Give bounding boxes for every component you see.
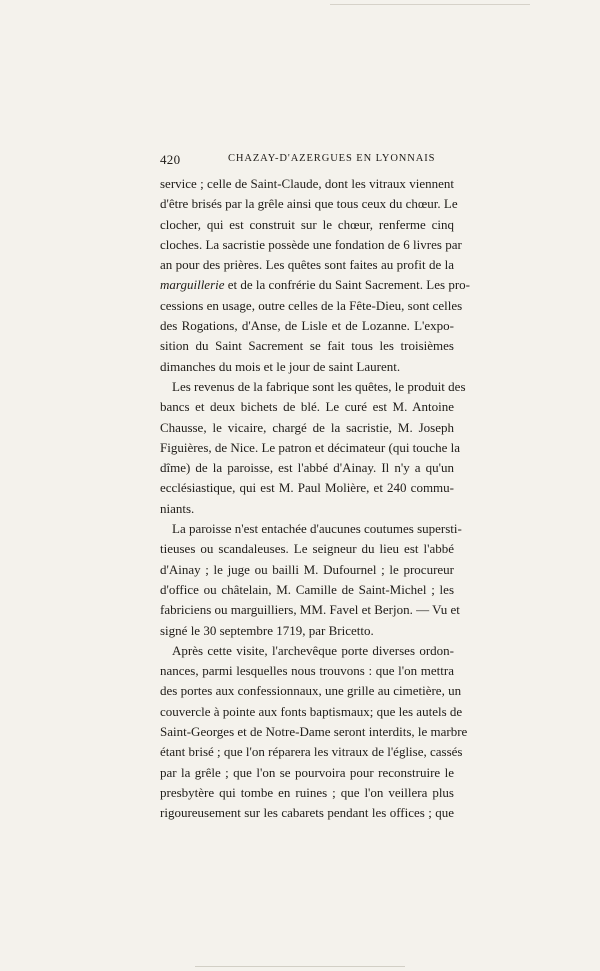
text-line: des portes aux confessionnaux, une grille au cimetière, un [160, 683, 462, 699]
text-line: presbytère qui tombe en ruines ; que l'on veillera plus [160, 784, 454, 800]
bottom-edge-rule [195, 966, 405, 967]
text-line: Les revenus de la fabrique sont les quêtes, le produit des [172, 378, 466, 394]
text-line: service ; celle de Saint-Claude, dont les vitraux viennent [160, 176, 454, 191]
text-line: rigoureusement sur les cabarets pendant les offices ; que [160, 805, 454, 821]
paragraph [160, 641, 468, 824]
text-line: étant brisé ; que l'on réparera les vitraux de l'église, cassés [160, 744, 463, 760]
top-edge-rule [330, 4, 530, 5]
text-line: marguillerie et de la confrérie du Saint Sacrement. Les pro- [160, 277, 470, 293]
italic-term: marguillerie [160, 277, 225, 293]
text-line: dîme) de la paroisse, est l'abbé d'Ainay. Il n'y a qu'un [160, 460, 454, 476]
page-number: 420 [160, 152, 181, 167]
body-text [160, 174, 470, 824]
text-line: couvercle à pointe aux fonts baptismaux; que les autels de [160, 703, 463, 719]
text-line: nances, parmi lesquelles nous trouvons : que l'on mettra [160, 663, 454, 679]
text-line: d'être brisés par la grêle ainsi que tous ceux du chœur. Le [160, 196, 458, 212]
paragraph [160, 519, 462, 641]
text-line: cessions en usage, outre celles de la Fête-Dieu, sont celles [160, 297, 463, 313]
text-line: d'Ainay ; le juge ou bailli M. Dufournel ; le procureur [160, 561, 454, 577]
text-line: Figuières, de Nice. Le patron et décimateur (qui touche la [160, 439, 460, 455]
paragraph [160, 174, 470, 377]
text-line: Après cette visite, l'archevêque porte diverses ordon- [172, 642, 454, 658]
text-line: d'office ou châtelain, M. Camille de Saint-Michel ; les [160, 581, 454, 597]
text-line: des Rogations, d'Anse, de Lisle et de Lozanne. L'expo- [160, 318, 454, 334]
text-line: Chausse, le vicaire, chargé de la sacristie, M. Joseph [160, 419, 454, 435]
running-head [160, 152, 454, 168]
text-line: cloches. La sacristie possède une fondation de 6 livres par [160, 236, 462, 252]
text-line: sition du Saint Sacrement se fait tous les troisièmes [160, 338, 454, 354]
text-line: Saint-Georges et de Notre-Dame seront interdits, le marbre [160, 724, 468, 740]
text-line: La paroisse n'est entachée d'aucunes coutumes supersti- [172, 521, 462, 537]
text-line: bancs et deux bichets de blé. Le curé est M. Antoine [160, 399, 454, 415]
paragraph [160, 377, 466, 519]
text-line: signé le 30 septembre 1719, par Bricetto. [160, 622, 374, 638]
text-line: an pour des prières. Les quêtes sont faites au profit de la [160, 257, 454, 273]
running-title: CHAZAY-D'AZERGUES EN LYONNAIS [228, 153, 436, 164]
text-line: fabriciens ou marguilliers, MM. Favel et Berjon. — Vu et [160, 602, 460, 618]
text-line: niants. [160, 500, 195, 516]
text-line: tieuses ou scandaleuses. Le seigneur du lieu est l'abbé [160, 541, 454, 557]
text-line: ecclésiastique, qui est M. Paul Molière, et 240 commu- [160, 480, 454, 496]
text-line: dimanches du mois et le jour de saint Laurent. [160, 358, 401, 374]
text-line: par la grêle ; que l'on se pourvoira pour reconstruire le [160, 764, 454, 780]
text-line: clocher, qui est construit sur le chœur, renferme cinq [160, 216, 454, 232]
